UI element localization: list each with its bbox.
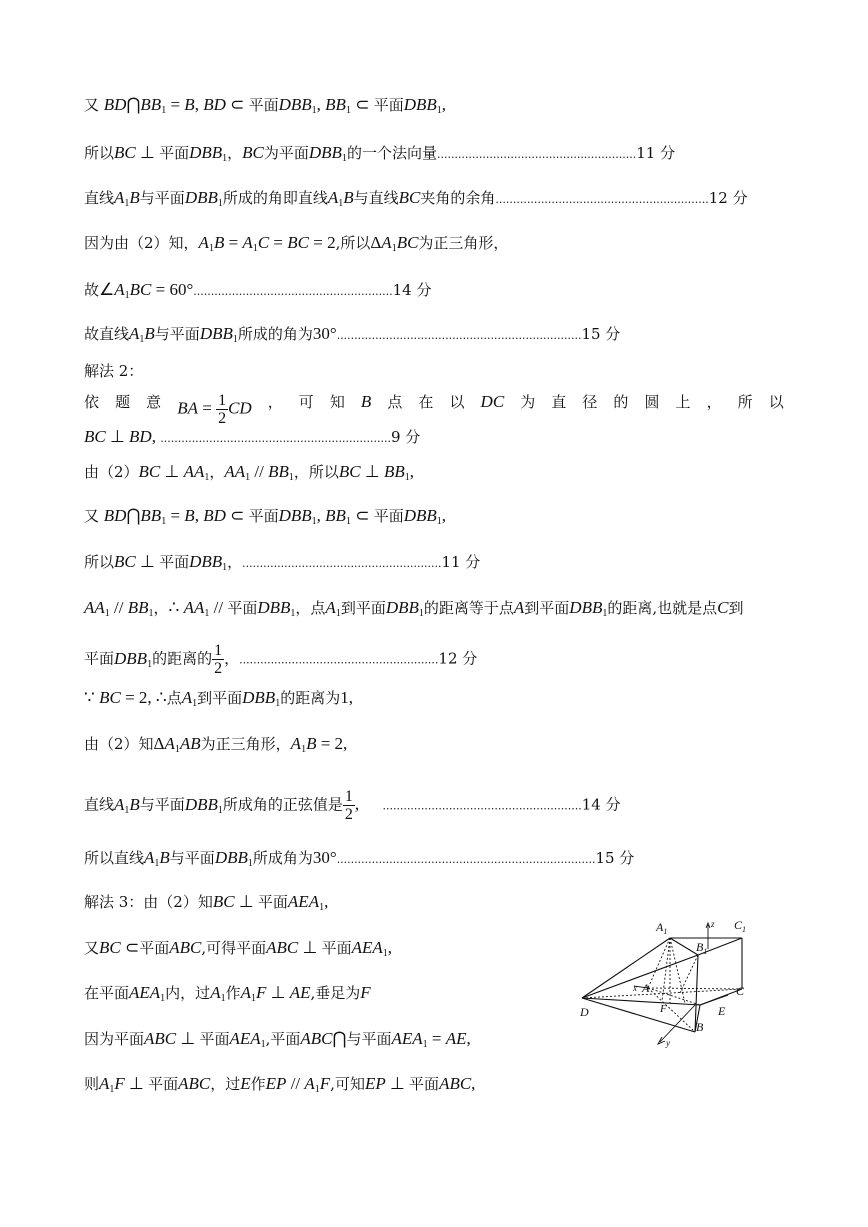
score-12: 12 分 bbox=[708, 189, 748, 207]
proof-line-8: 依 题 意 BA = $\frac{1}{2}$ CD ， 可 知 B 点 在 以 DC 为 直 径 的 圆 上 ， 所 以 bbox=[84, 392, 784, 427]
proof-line-14: 平面$DBB_1$的距离的 $\frac{1}{2}$ ，.........................................................12 分 bbox=[84, 642, 478, 677]
proof-line-17: 直线$A_1B$与平面$DBB_1$所成角的正弦值是 $\frac{1}{2}$ , .........................................................14 分 bbox=[84, 788, 621, 823]
proof-line-10: 由（2）BC ⊥ $AA_1$，$AA_1 // BB_1$，所以BC ⊥ $BB_1$, bbox=[84, 462, 414, 483]
proof-line-15: ∵ BC = 2, ∴点$A_1$到平面$DBB_1$的距离为1, bbox=[84, 688, 353, 709]
label-C1: C bbox=[734, 918, 743, 932]
label-z: z bbox=[711, 919, 715, 929]
proof-line-5: 故$\angle A_1BC = 60^\circ.........................................................14$ 分 bbox=[84, 280, 432, 301]
score-12b: 12 分 bbox=[438, 649, 478, 668]
proof-line-2: 所以BC ⊥ 平面$DBB_1$，BC为平面$DBB_1$的一个法向量.........................................................11 分 bbox=[84, 143, 676, 164]
label-E: E bbox=[718, 1004, 726, 1018]
prism-figure bbox=[570, 915, 770, 1055]
score-11b: 11 分 bbox=[441, 553, 481, 571]
proof-line-1: 又 $BD⋂BB_1 = B$, BD ⊂ 平面$DBB_1$, $BB_1$ ⊂ 平面$DBB_1$, bbox=[84, 95, 447, 116]
proof-line-3: 直线$A_1B$与平面$DBB_1$所成的角即直线$A_1B$与直线BC夹角的余角.............................................................12 分 bbox=[84, 188, 748, 209]
proof-line-9: BC ⊥ BD, ..................................................................9 分 bbox=[84, 427, 421, 446]
label-F: F bbox=[660, 1003, 667, 1015]
svg-text:B1: $B_1$ bbox=[696, 940, 708, 956]
score-15b: 15 分 bbox=[595, 849, 635, 867]
method-3-heading: 解法 3：由（2）知BC ⊥ 平面$AEA_1$, bbox=[84, 892, 329, 913]
proof-line-4: 因为由（2）知，$A_1B = A_1C$ = BC = 2,所以$\Delta A_1BC$为正三角形， bbox=[84, 233, 509, 254]
label-B1: B bbox=[696, 940, 704, 954]
score-14b: 14 分 bbox=[581, 795, 621, 814]
proof-line-12: 所以BC ⊥ 平面$DBB_1$，.........................................................11 分 bbox=[84, 552, 481, 573]
label-A: A bbox=[642, 981, 650, 995]
proof-line-13: $AA_1 // BB_1$，∴ $AA_1$ // 平面$DBB_1$，点$A_1$到平面$DBB_1$的距离等于点A到平面$DBB_1$的距离,也就是点C到 bbox=[84, 598, 744, 619]
score-9: 9 分 bbox=[391, 428, 421, 446]
label-C: C bbox=[736, 984, 745, 998]
label-B: B bbox=[696, 1020, 704, 1034]
label-D: D bbox=[580, 1005, 589, 1019]
proof-line-22: 因为平面ABC ⊥ 平面$AEA_1$,平面ABC⋂与平面$AEA_1$ = AE, bbox=[84, 1029, 471, 1050]
score-14: 14 分 bbox=[392, 281, 432, 299]
proof-line-23: 则$A_1F$ ⊥ 平面ABC，过E作EP // $A_1F$,可知EP ⊥ 平面ABC, bbox=[84, 1074, 476, 1095]
fraction-half: $\frac{1}{2}$ bbox=[218, 392, 227, 427]
method-2-heading: 解法 2： bbox=[84, 362, 144, 380]
svg-text:A1: $A_1$ bbox=[656, 920, 668, 936]
proof-line-11: 又 $BD⋂BB_1 = B$, BD ⊂ 平面$DBB_1$, $BB_1$ ⊂ 平面$DBB_1$, bbox=[84, 506, 447, 527]
proof-line-20: 又BC ⊂平面ABC,可得平面ABC ⊥ 平面$AEA_1$, bbox=[84, 938, 392, 959]
proof-line-6: 故直线$A_1B$与平面$DBB_1$所成的角为30°......................................................................15 分 bbox=[84, 324, 621, 345]
label-y: y bbox=[666, 1038, 670, 1048]
svg-text:C1: $C_1$ bbox=[734, 918, 747, 934]
score-15: 15 分 bbox=[581, 325, 621, 343]
proof-line-16: 由（2）知$\Delta A_1AB$为正三角形，$A_1B = 2$, bbox=[84, 734, 348, 755]
label-A1: A bbox=[656, 920, 664, 934]
proof-line-18: 所以直线$A_1B$与平面$DBB_1$所成角为30°..........................................................................15 分 bbox=[84, 848, 635, 869]
label-x: x bbox=[633, 983, 637, 993]
score-11: 11 分 bbox=[636, 144, 676, 162]
proof-line-21: 在平面$AEA_1$内，过$A_1$作$A_1F$ ⊥ AE,垂足为F bbox=[84, 983, 371, 1004]
